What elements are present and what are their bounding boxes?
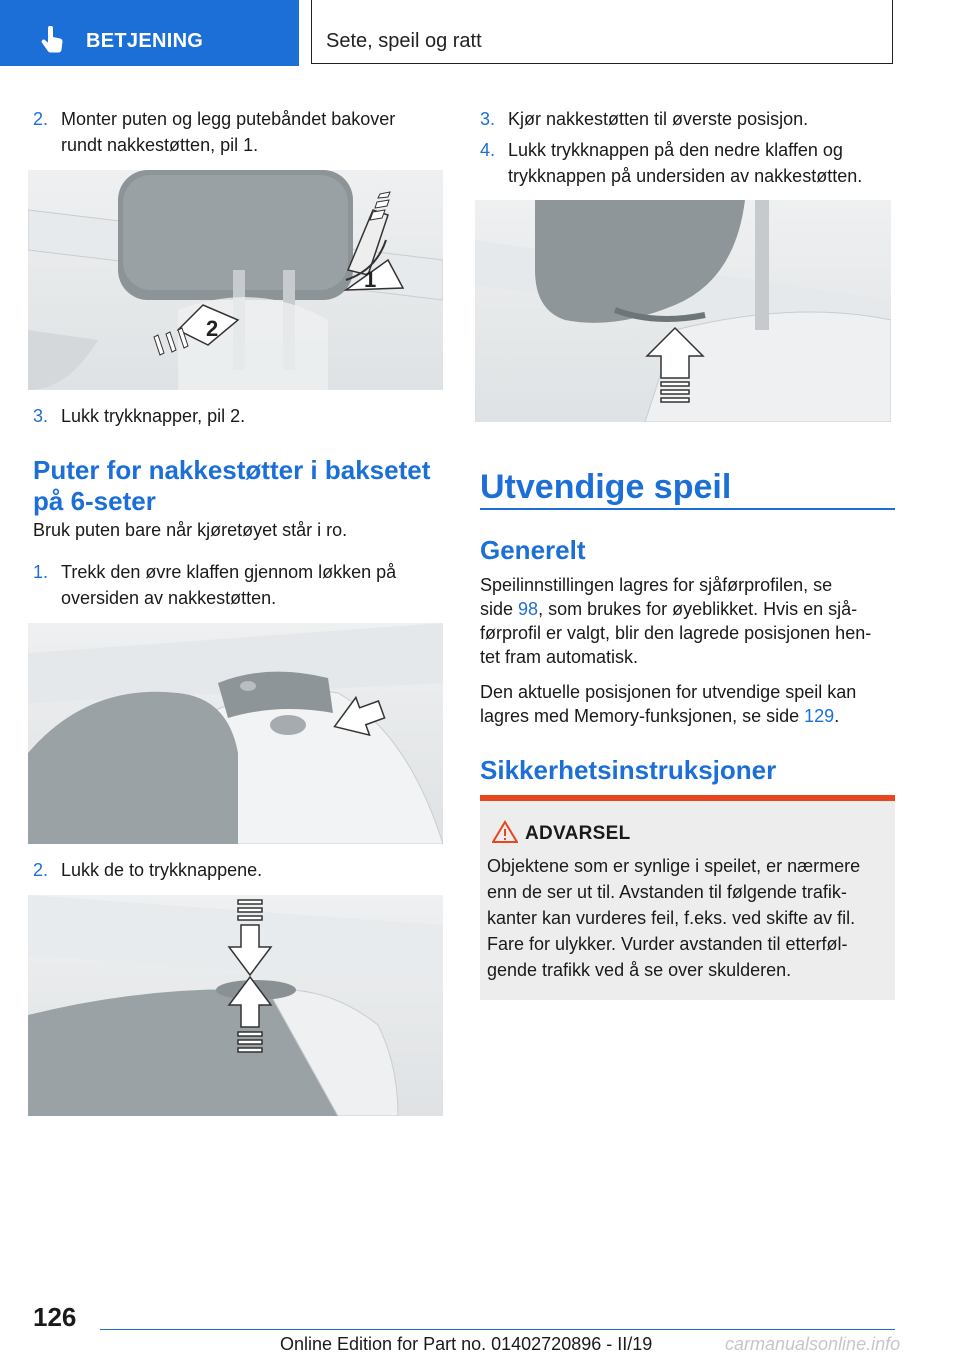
heading-line: på 6-seter xyxy=(33,486,156,516)
warning-body xyxy=(487,853,887,983)
two-snap-buttons-figure xyxy=(28,895,443,1116)
warning-title: ADVARSEL xyxy=(525,823,631,844)
section-heading xyxy=(33,455,430,517)
topic-header xyxy=(311,0,893,64)
memory-paragraph xyxy=(480,680,895,728)
section-tab[interactable] xyxy=(0,0,299,66)
text-line: Speilinnstillingen lagres for sjåførprofilen, se xyxy=(480,575,833,595)
step-number: 1. xyxy=(33,562,49,582)
step-number: 2. xyxy=(33,860,49,880)
text-line: side 98, som brukes for øyeblikket. Hvis en sjå- xyxy=(480,599,858,619)
subsection-heading: Generelt xyxy=(480,535,586,565)
step-text-line: Lukk trykknappen på den nedre klaffen og xyxy=(508,140,843,160)
section-label: BETJENING xyxy=(86,30,204,52)
text-line: Den aktuelle posisjonen for utvendige speil kan xyxy=(480,682,857,702)
text-line: enn de ser ut til. Avstanden til følgende trafik- xyxy=(487,882,847,902)
subsection-heading: Sikkerhetsinstruksjoner xyxy=(480,755,777,785)
warning-box xyxy=(480,795,895,1000)
footer-rule xyxy=(100,1329,895,1330)
arrow-label: 2 xyxy=(206,316,219,341)
warning-bar xyxy=(480,795,895,801)
edition-text: Online Edition for Part no. 01402720896 - II/19 xyxy=(280,1334,653,1354)
heading-rule xyxy=(480,508,895,510)
arrow-label: 1 xyxy=(364,267,377,292)
page-number: 126 xyxy=(33,1302,77,1332)
step-text-line: Monter puten og legg putebåndet bakover xyxy=(61,109,396,129)
topic-label: Sete, speil og ratt xyxy=(326,30,482,52)
step-text-line: Kjør nakkestøtten til øverste posisjon. xyxy=(508,109,809,129)
watermark: carmanualsonline.info xyxy=(725,1334,901,1354)
step-number: 4. xyxy=(480,140,496,160)
page-link[interactable]: 98 xyxy=(518,599,539,619)
warning-triangle-icon xyxy=(492,820,518,844)
step-number: 3. xyxy=(33,406,49,426)
text-line: tet fram automatisk. xyxy=(480,647,639,667)
lower-flap-figure xyxy=(475,200,891,422)
text-line: Objektene som er synlige i speilet, er nærmere xyxy=(487,856,861,876)
text-line: førprofil er valgt, blir den lagrede posisjonen hen- xyxy=(480,623,872,643)
step-text-line: rundt nakkestøtten, pil 1. xyxy=(61,135,259,155)
step-number: 3. xyxy=(480,109,496,129)
text-line: lagres med Memory-funksjonen, se side 129. xyxy=(480,706,840,726)
page-link[interactable]: 129 xyxy=(804,706,835,726)
text-line: Fare for ulykker. Vurder avstanden til etterføl- xyxy=(487,934,848,954)
step-text-line: Lukk trykknapper, pil 2. xyxy=(61,406,246,426)
hand-pointer-icon xyxy=(40,26,66,54)
step-text-line: Trekk den øvre klaffen gjennom løkken på xyxy=(61,562,397,582)
heading-line: Puter for nakkestøtter i baksetet xyxy=(33,455,431,485)
step-text-line: oversiden av nakkestøtten. xyxy=(61,588,277,608)
chapter-heading: Utvendige speil xyxy=(480,468,732,506)
step-number: 2. xyxy=(33,109,49,129)
intro-paragraph: Bruk puten bare når kjøretøyet står i ro. xyxy=(33,520,348,540)
rear-headrest-flap-figure xyxy=(28,623,443,844)
step-text-line: Lukk de to trykknappene. xyxy=(61,860,263,880)
general-paragraph xyxy=(480,573,895,669)
text-line: gende trafikk ved å se over skulderen. xyxy=(487,960,792,980)
text-line: kanter kan vurderes feil, f.eks. ved skifte av fil. xyxy=(487,908,856,928)
headrest-cushion-figure xyxy=(28,170,443,390)
step-text-line: trykknappen på undersiden av nakkestøtten. xyxy=(508,166,863,186)
